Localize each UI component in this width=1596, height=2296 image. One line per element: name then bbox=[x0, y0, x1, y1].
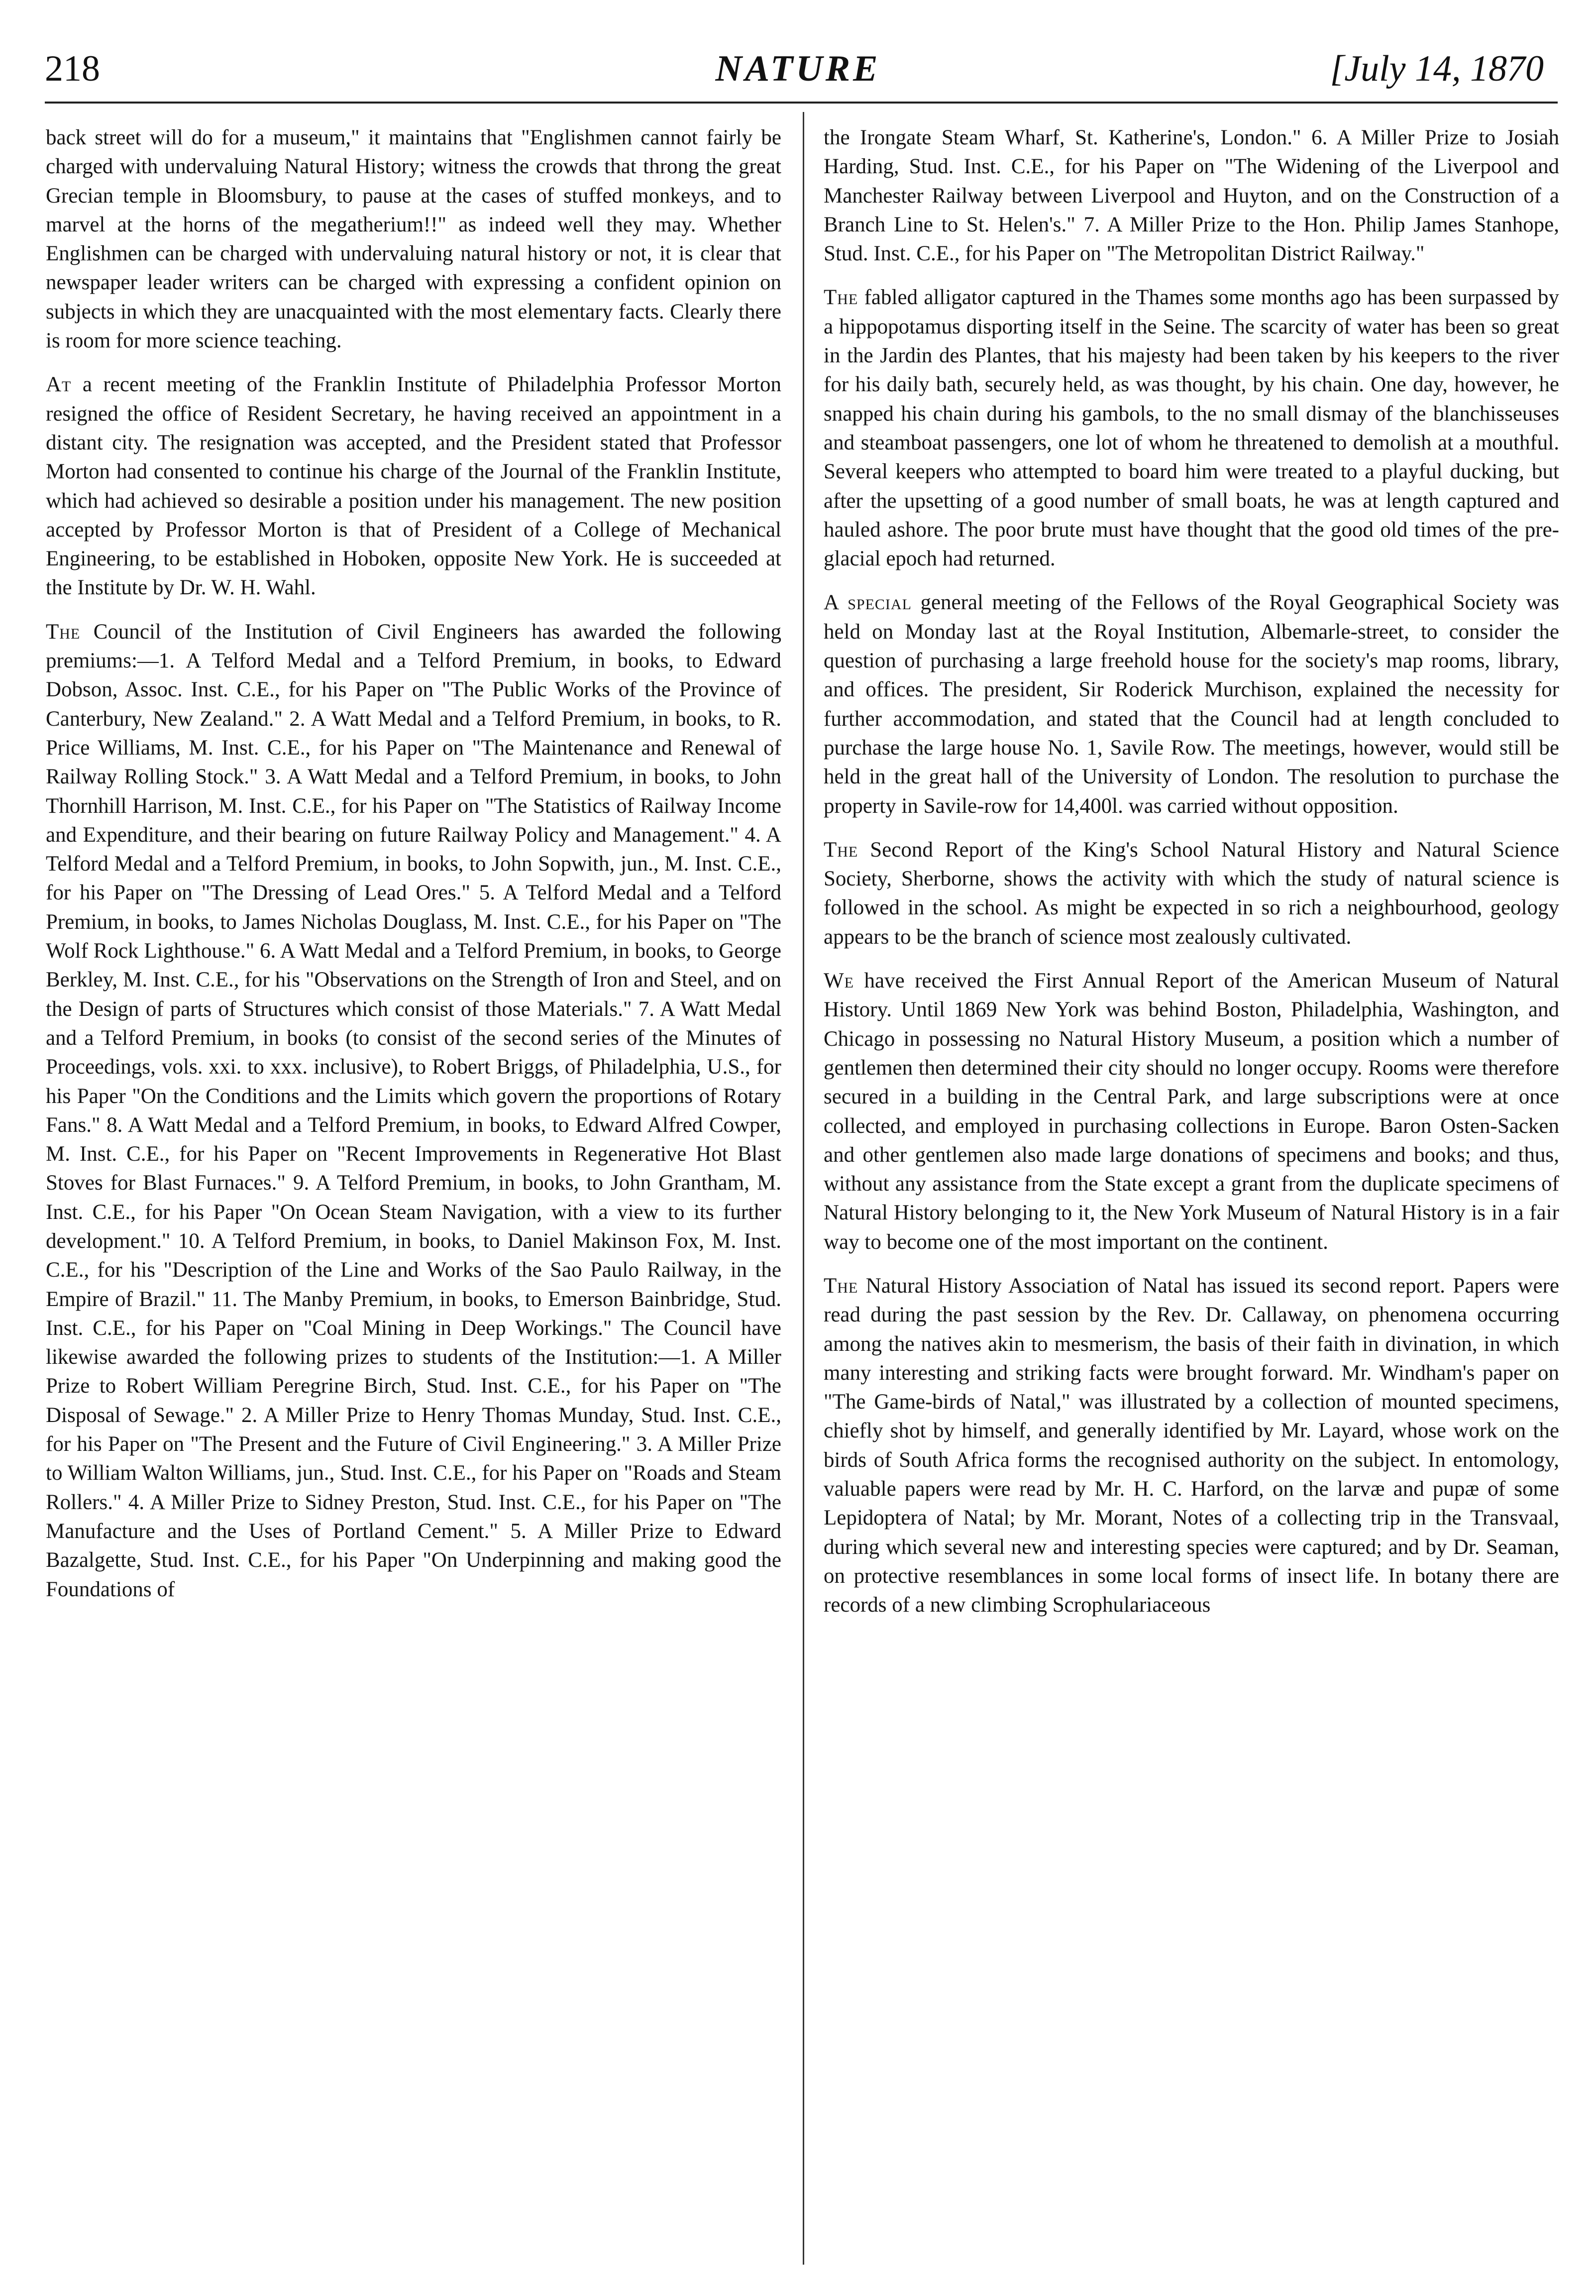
journal-title: NATURE bbox=[715, 48, 881, 89]
left-column bbox=[46, 123, 781, 1619]
paragraph-right-2: The fabled alligator captured in the Thames some months ago has been surpassed by a hippopotamus disporting itself in the Seine. The scarcity of water has been so great in the Jardin des Plantes, that his majesty had been taken by his keepers to the river for his daily bath, securely held, as was thought, by his chain. One day, however, he snapped his chain during his gambols, to the no small dismay of the blanchisseuses and steamboat passengers, one lot of whom he threatened to demolish at a mouthful. Several keepers who attempted to board him were treated to a playful ducking, but after the upsetting of a good number of small boats, he was at length captured and hauled ashore. The poor brute must have thought that the good old times of the pre-glacial epoch had returned. bbox=[824, 286, 1559, 571]
paragraph-right-3: A special general meeting of the Fellows of the Royal Geographical Society was held on Monday last at the Royal Institution, Albemarle-street, to consider the question of purchasing a large freehold house for the society's map rooms, library, and offices. The president, Sir Roderick Murchison, explained the necessity for further accommodation, and stated that the Council had at length concluded to purchase the large house No. 1, Savile Row. The meetings, however, would still be held in the great hall of the University of London. The resolution to purchase the property in Savile-row for 14,400l. was carried without opposition. bbox=[824, 591, 1559, 818]
header-rule bbox=[45, 102, 1558, 104]
right-column bbox=[824, 123, 1559, 1635]
page-number: 218 bbox=[45, 48, 100, 89]
paragraph-left-3: The Council of the Institution of Civil Engineers has awarded the following premiums:—1. A Telford Medal and a Telford Premium, in books, to Edward Dobson, Assoc. Inst. C.E., for his Paper on "The Public Works of the Province of Canterbury, New Zealand." 2. A Watt Medal and a Telford Premium, in books, to R. Price Williams, M. Inst. C.E., for his Paper on "The Maintenance and Renewal of Railway Rolling Stock." 3. A Watt Medal and a Telford Premium, in books, to John Thornhill Harrison, M. Inst. C.E., for his Paper on "The Statistics of Railway Income and Expenditure, and their bearing on future Railway Policy and Management." 4. A Telford Medal and a Telford Premium, in books, to John Sopwith, jun., M. Inst. C.E., for his Paper on "The Dressing of Lead Ores." 5. A Telford Medal and a Telford Premium, in books, to James Nicholas Douglass, M. Inst. C.E., for his Paper on "The Wolf Rock Lighthouse." 6. A Watt Medal and a Telford Premium, in books, to George Berkley, M. Inst. C.E., for his "Observations on the Strength of Iron and Steel, and on the Design of parts of Structures which consist of those Materials." 7. A Watt Medal and a Telford Premium, in books (to consist of the second series of the Minutes of Proceedings, vols. xxi. to xxx. inclusive), to Robert Briggs, of Philadelphia, U.S., for his Paper "On the Conditions and the Limits which govern the proportions of Rotary Fans." 8. A Watt Medal and a Telford Premium, in books, to Edward Alfred Cowper, M. Inst. C.E., for his Paper on "Recent Improvements in Regenerative Hot Blast Stoves for Blast Furnaces." 9. A Telford Premium, in books, to John Grantham, M. Inst. C.E., for his Paper "On Ocean Steam Navigation, with a view to its further development." 10. A Telford Premium, in books, to Daniel Makinson Fox, M. Inst. C.E., for his "Description of the Line and Works of the Sao Paulo Railway, in the Empire of Brazil." 11. The Manby Premium, in books, to Emerson Bainbridge, Stud. Inst. C.E., for his Paper on "Coal Mining in Deep Workings." The Council have likewise awarded the following prizes to students of the Institution:—1. A Miller Prize to Robert William Peregrine Birch, Stud. Inst. C.E., for his Paper on "The Disposal of Sewage." 2. A Miller Prize to Henry Thomas Munday, Stud. Inst. C.E., for his Paper on "The Present and the Future of Civil Engineering." 3. A Miller Prize to William Walton Williams, jun., Stud. Inst. C.E., for his Paper on "Roads and Steam Rollers." 4. A Miller Prize to Sidney Preston, Stud. Inst. C.E., for his Paper on "The Manufacture and the Uses of Portland Cement." 5. A Miller Prize to Edward Bazalgette, Stud. Inst. C.E., for his Paper "On Underpinning and making good the Foundations of bbox=[46, 620, 781, 1601]
issue-date: [July 14, 1870 bbox=[1330, 48, 1544, 89]
paragraph-right-1: the Irongate Steam Wharf, St. Katherine's, London." 6. A Miller Prize to Josiah Harding, Stud. Inst. C.E., for his Paper on "The Widening of the Liverpool and Manchester Railway between Liverpool and Huyton, and on the Construction of a Branch Line to St. Helen's." 7. A Miller Prize to the Hon. Philip James Stanhope, Stud. Inst. C.E., for his Paper on "The Metropolitan District Railway." bbox=[824, 126, 1559, 266]
paragraph-right-5: We have received the First Annual Report of the American Museum of Natural History. Until 1869 New York was behind Boston, Philadelphia, Washington, and Chicago in possessing no Natural History Museum, a position which a number of gentlemen then determined their city should no longer occupy. Rooms were therefore secured in a building in the Central Park, and large subscriptions were at once collected, and employed in purchasing collections in Europe. Baron Osten-Sacken and other gentlemen also made large donations of specimens and books; and thus, without any assistance from the State except a grant from the duplicate specimens of Natural History belonging to it, the New York Museum of Natural History is in a fair way to become one of the most important on the continent. bbox=[824, 969, 1559, 1254]
paragraph-left-1: back street will do for a museum," it maintains that "Englishmen cannot fairly be charged with undervaluing Natural History; witness the crowds that throng the great Grecian temple in Bloomsbury, to pause at the cases of stuffed monkeys, and to marvel at the horns of the megatherium!!" as indeed well they may. Whether Englishmen can be charged with undervaluing natural history or not, it is clear that newspaper leader writers can be charged with expressing a confident opinion on subjects in which they are unacquainted with the most elementary facts. Clearly there is room for more science teaching. bbox=[46, 126, 781, 353]
paragraph-right-4: The Second Report of the King's School Natural History and Natural Science Society, Sherborne, shows the activity with which the study of natural science is followed in the school. As might be expected in so rich a neighbourhood, geology appears to be the branch of science most zealously cultivated. bbox=[824, 838, 1559, 949]
column-divider bbox=[803, 112, 804, 2265]
paragraph-right-6: The Natural History Association of Natal has issued its second report. Papers were read during the past session by the Rev. Dr. Callaway, on phenomena occurring among the natives akin to mesmerism, the basis of their faith in divination, in which many interesting and striking facts were brought forward. Mr. Windham's paper on "The Game-birds of Natal," was illustrated by a collection of mounted specimens, chiefly shot by himself, and generally identified by Mr. Layard, whose work on the birds of South Africa forms the recognised authority on the subject. In entomology, valuable papers were read by Mr. H. C. Harford, on the larvæ and pupæ of some Lepidoptera of Natal; by Mr. Morant, Notes of a collecting trip in the Transvaal, during which several new and interesting species were captured; and by Dr. Seaman, on protective resemblances in some local forms of insect life. In botany there are records of a new climbing Scrophulariaceous bbox=[824, 1274, 1559, 1617]
paragraph-left-2: At a recent meeting of the Franklin Institute of Philadelphia Professor Morton resigned the office of Resident Secretary, he having received an appointment in a distant city. The resignation was accepted, and the President stated that Professor Morton had consented to continue his charge of the Journal of the Franklin Institute, which had achieved so desirable a position under his management. The new position accepted by Professor Morton is that of President of a College of Mechanical Engineering, to be established in Hoboken, opposite New York. He is succeeded at the Institute by Dr. W. H. Wahl. bbox=[46, 373, 781, 600]
